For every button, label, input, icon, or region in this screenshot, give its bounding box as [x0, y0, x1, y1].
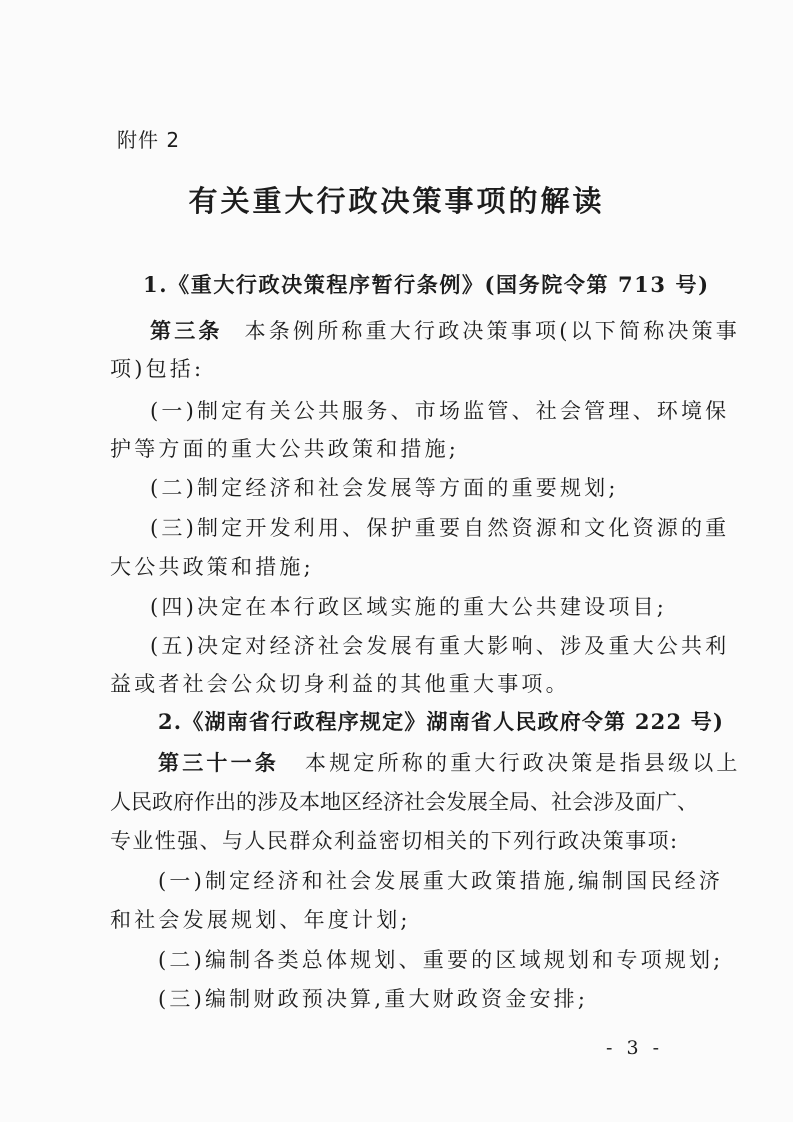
section-1-item-1-cont: 护等方面的重大公共政策和措施; [110, 437, 460, 461]
attachment-label: 附件 2 [117, 128, 181, 152]
page-number: - 3 - [606, 1037, 664, 1059]
section-1-heading: 1.《重大行政决策程序暂行条例》(国务院令第 713 号) [143, 272, 710, 297]
section-1-item-5-cont: 益或者社会公众切身利益的其他重大事项。 [110, 672, 570, 696]
section-2-heading: 2.《湖南省行政程序规定》湖南省人民政府令第 222 号) [158, 709, 725, 734]
section-1-article-intro-cont: 项)包括: [110, 357, 205, 381]
section-2-article-intro-cont-2: 专业性强、与人民群众利益密切相关的下列行政决策事项: [110, 829, 679, 853]
article-label: 第三十一条 [158, 750, 279, 775]
section-2-article-intro [158, 750, 741, 776]
section-1-item-4: (四)决定在本行政区域实施的重大公共建设项目; [150, 595, 668, 619]
section-2-article-intro-cont-1: 人民政府作出的涉及本地区经济社会发展全局、社会涉及面广、 [110, 790, 698, 814]
section-1-article-intro [150, 318, 740, 344]
article-intro-text: 本规定所称的重大行政决策是指县级以上 [305, 751, 741, 775]
section-1-item-5: (五)决定对经济社会发展有重大影响、涉及重大公共利 [150, 634, 730, 658]
section-2-item-1: (一)制定经济和社会发展重大政策措施,编制国民经济 [158, 869, 724, 893]
page-title: 有关重大行政决策事项的解读 [188, 184, 605, 218]
section-2-item-2: (二)编制各类总体规划、重要的区域规划和专项规划; [158, 948, 724, 972]
article-intro-text: 本条例所称重大行政决策事项(以下简称决策事 [244, 319, 741, 343]
section-1-item-3-cont: 大公共政策和措施; [110, 555, 314, 579]
article-label: 第三条 [150, 318, 223, 343]
section-2-item-1-cont: 和社会发展规划、年度计划; [110, 908, 411, 932]
section-2-item-3: (三)编制财政预决算,重大财政资金安排; [158, 987, 589, 1011]
section-1-item-3: (三)制定开发利用、保护重要自然资源和文化资源的重 [150, 516, 730, 540]
section-1-item-2: (二)制定经济和社会发展等方面的重要规划; [150, 476, 619, 500]
section-1-item-1: (一)制定有关公共服务、市场监管、社会管理、环境保 [150, 399, 730, 423]
